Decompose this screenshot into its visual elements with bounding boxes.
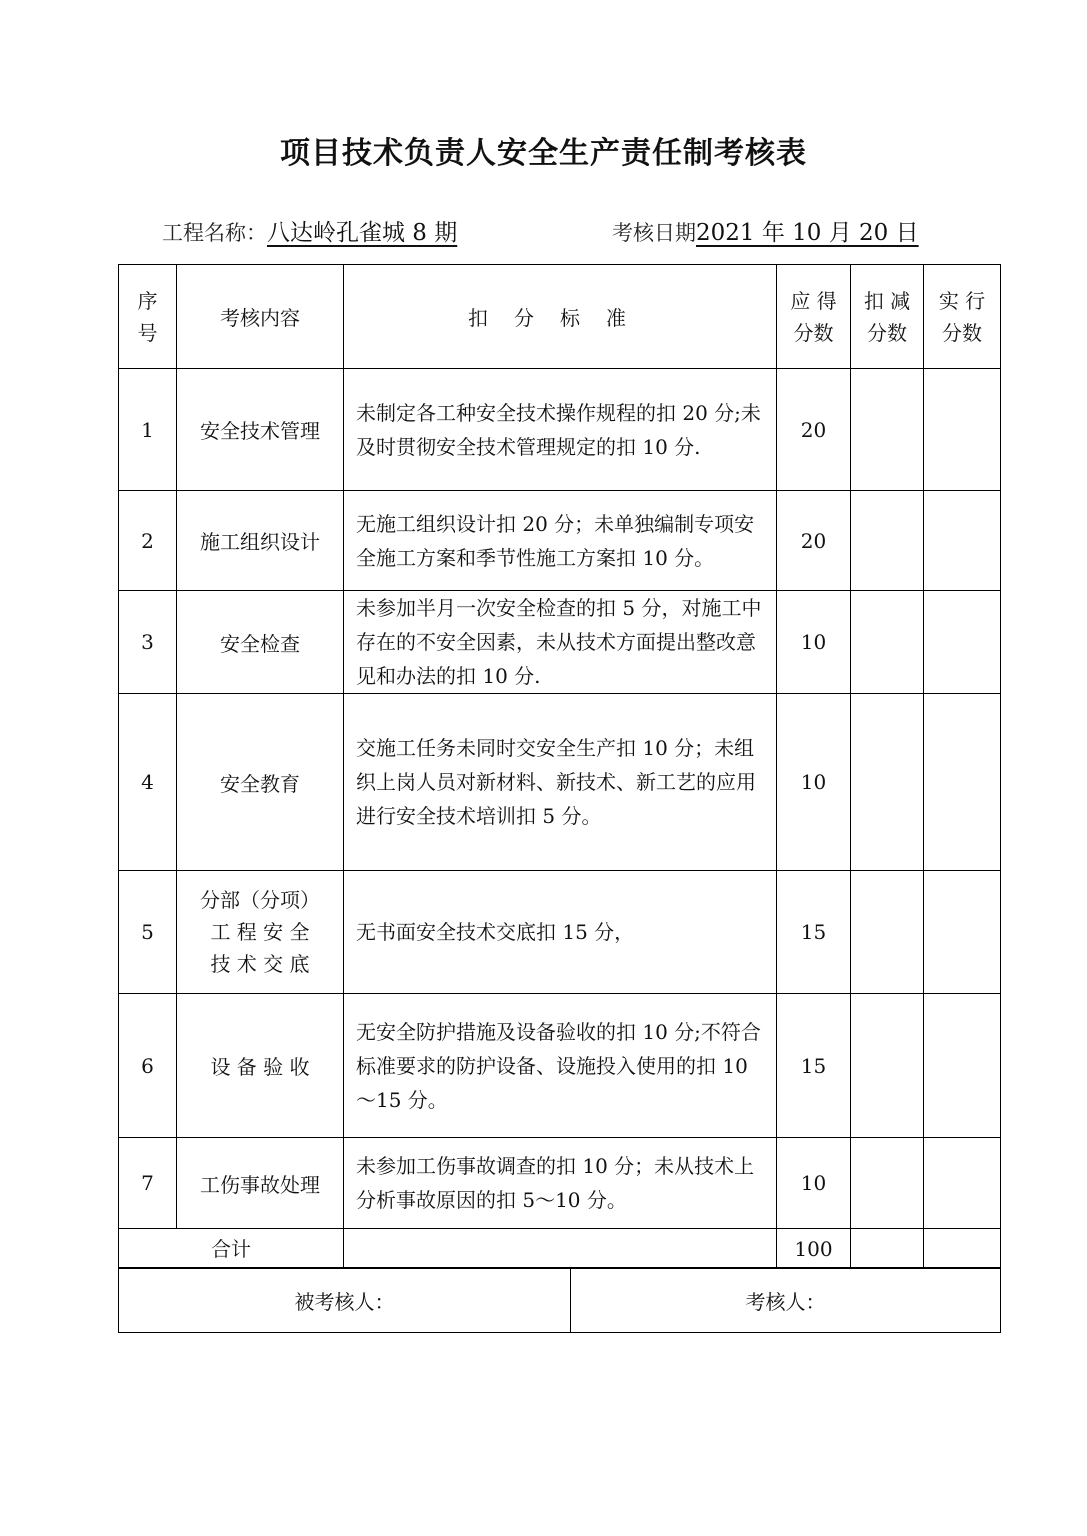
- row-actual-cell[interactable]: [924, 871, 1001, 994]
- page-title: 项目技术负责人安全生产责任制考核表: [280, 136, 807, 171]
- row-idx: 4: [119, 694, 177, 871]
- row-standard: 无施工组织设计扣 20 分；未单独编制专项安全施工方案和季节性施工方案扣 10 分。: [344, 491, 777, 591]
- header-deduct-score: [851, 265, 924, 369]
- row-idx: 6: [119, 994, 177, 1138]
- header-idx: [119, 265, 177, 369]
- row-idx: 7: [119, 1138, 177, 1229]
- row-content-line2: 工 程 安 全: [210, 920, 310, 944]
- row-idx: 5: [119, 871, 177, 994]
- row-should-score: 15: [777, 871, 851, 994]
- row-actual-cell[interactable]: [924, 994, 1001, 1138]
- row-should-score: 20: [777, 491, 851, 591]
- row-actual-cell[interactable]: [924, 369, 1001, 491]
- row-deduct-cell[interactable]: [851, 994, 924, 1138]
- header-actual-line1: 实 行: [938, 288, 986, 313]
- row-deduct-cell[interactable]: [851, 491, 924, 591]
- header-should-score: [777, 265, 851, 369]
- row-should-score: 10: [777, 694, 851, 871]
- header-actual-score: [924, 265, 1001, 369]
- total-score: 100: [777, 1229, 851, 1269]
- row-should-score: 20: [777, 369, 851, 491]
- total-label: 合计: [119, 1229, 344, 1269]
- header-idx-line2: 号: [137, 320, 158, 345]
- row-idx: 2: [119, 491, 177, 591]
- assessment-table: [118, 264, 1001, 1269]
- row-idx: 1: [119, 369, 177, 491]
- row-deduct-cell[interactable]: [851, 1138, 924, 1229]
- header-actual-line2: 分数: [942, 320, 982, 345]
- table-row: [119, 491, 1001, 591]
- row-content: 工伤事故处理: [177, 1138, 344, 1229]
- header-deduct-line1: 扣 减: [863, 288, 911, 313]
- row-actual-cell[interactable]: [924, 1138, 1001, 1229]
- row-should-score: 10: [777, 591, 851, 694]
- date-label: 考核日期: [612, 221, 696, 245]
- row-content-line3: 技 术 交 底: [210, 952, 310, 976]
- table-row: [119, 591, 1001, 694]
- row-standard: 无书面安全技术交底扣 15 分，: [344, 871, 777, 994]
- row-standard: 未参加工伤事故调查的扣 10 分；未从技术上分析事故原因的扣 5～10 分。: [344, 1138, 777, 1229]
- row-content: 安全教育: [177, 694, 344, 871]
- project-label: 工程名称：: [162, 221, 267, 245]
- row-actual-cell[interactable]: [924, 694, 1001, 871]
- table-row: [119, 1138, 1001, 1229]
- row-standard: 交施工任务未同时交安全生产扣 10 分；未组织上岗人员对新材料、新技术、新工艺的应用进行安全技术培训扣 5 分。: [344, 694, 777, 871]
- header-should-line1: 应 得: [790, 288, 837, 313]
- row-should-score: 15: [777, 994, 851, 1138]
- assessor-signature[interactable]: 考核人：: [571, 1268, 1001, 1333]
- signature-table: [118, 1267, 1001, 1333]
- row-standard: 未参加半月一次安全检查的扣 5 分，对施工中存在的不安全因素，未从技术方面提出整改意见和办法的扣 10 分.: [344, 591, 777, 694]
- table-row: [119, 994, 1001, 1138]
- row-actual-cell[interactable]: [924, 591, 1001, 694]
- table-header-row: [119, 265, 1001, 369]
- row-idx: 3: [119, 591, 177, 694]
- header-should-line2: 分数: [793, 320, 834, 345]
- assessee-signature[interactable]: 被考核人：: [119, 1268, 571, 1333]
- row-should-score: 10: [777, 1138, 851, 1229]
- row-deduct-cell[interactable]: [851, 369, 924, 491]
- row-deduct-cell[interactable]: [851, 694, 924, 871]
- date-value: 2021 年 10 月 20 日: [696, 220, 919, 246]
- header-standard: 扣分标准: [344, 265, 777, 369]
- table-row: [119, 694, 1001, 871]
- row-content: 设 备 验 收: [177, 994, 344, 1138]
- row-content: 安全检查: [177, 591, 344, 694]
- date-field: [612, 214, 919, 247]
- header-idx-line1: 序: [137, 288, 158, 313]
- total-row: [119, 1229, 1001, 1269]
- row-deduct-cell[interactable]: [851, 871, 924, 994]
- header-deduct-line2: 分数: [867, 320, 907, 345]
- project-field: [162, 214, 457, 247]
- row-actual-cell[interactable]: [924, 491, 1001, 591]
- row-content: 安全技术管理: [177, 369, 344, 491]
- table-row: [119, 871, 1001, 994]
- table-row: [119, 369, 1001, 491]
- total-standard-cell: [344, 1229, 777, 1269]
- row-deduct-cell[interactable]: [851, 591, 924, 694]
- total-actual-cell[interactable]: [924, 1229, 1001, 1269]
- row-standard: 无安全防护措施及设备验收的扣 10 分;不符合标准要求的防护设备、设施投入使用的扣 10～15 分。: [344, 994, 777, 1138]
- row-standard: 未制定各工种安全技术操作规程的扣 20 分;未及时贯彻安全技术管理规定的扣 10 分.: [344, 369, 777, 491]
- row-content: [177, 871, 344, 994]
- total-deduct-cell[interactable]: [851, 1229, 924, 1269]
- header-content: 考核内容: [177, 265, 344, 369]
- row-content: 施工组织设计: [177, 491, 344, 591]
- row-content-line1: 分部（分项）: [200, 888, 320, 912]
- project-name: 八达岭孔雀城 8 期: [267, 220, 458, 246]
